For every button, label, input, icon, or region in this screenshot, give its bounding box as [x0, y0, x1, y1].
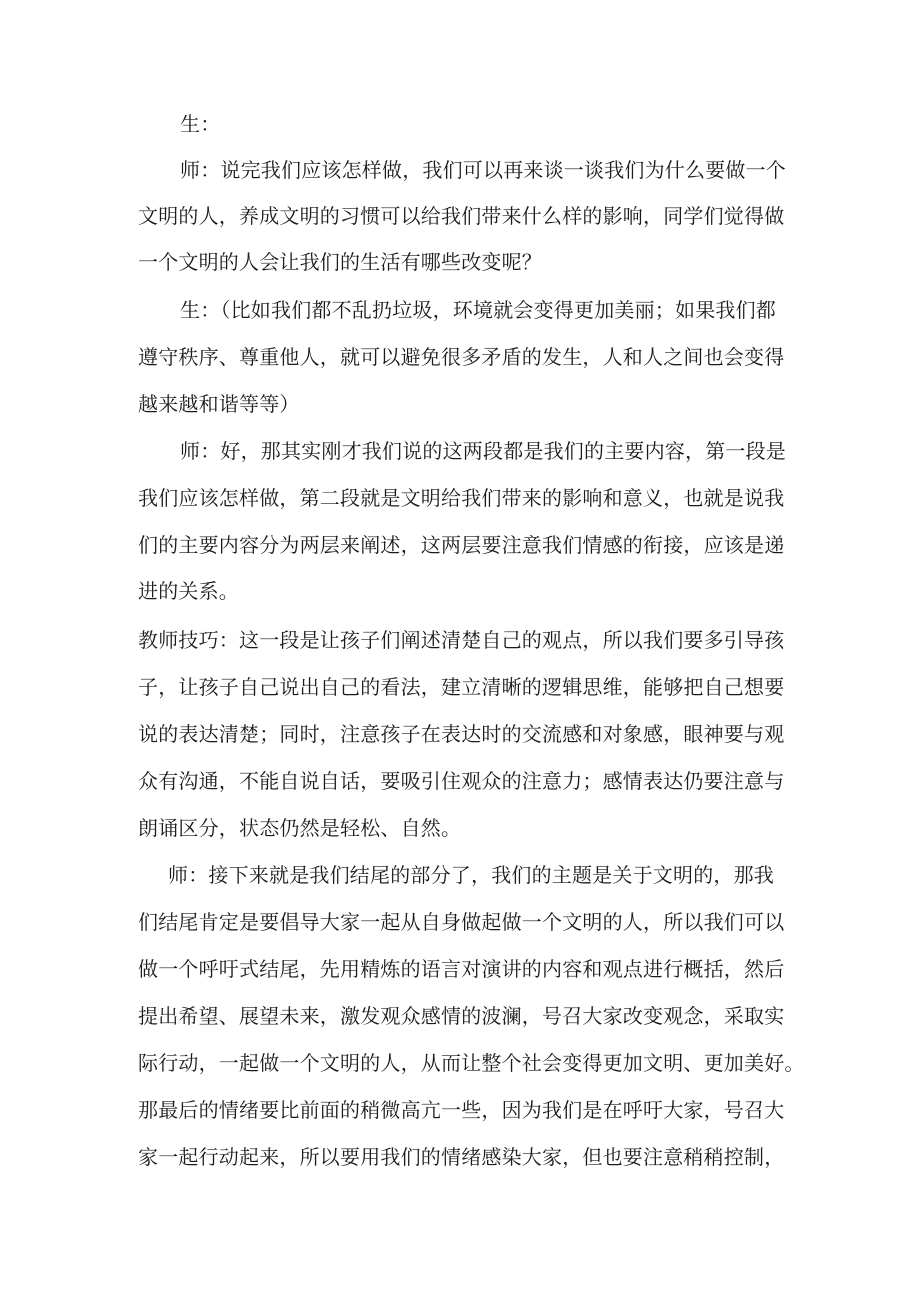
text-line: 生：	[180, 112, 221, 136]
text-line: 生：（比如我们都不乱扔垃圾，环境就会变得更加美丽；如果我们都	[180, 298, 776, 322]
text-line: 众有沟通，不能自说自话，要吸引住观众的注意力；感情表达仍要注意与	[138, 769, 785, 793]
text-line: 一个文明的人会让我们的生活有哪些改变呢？	[138, 250, 542, 274]
text-line: 那最后的情绪要比前面的稍微高亢一些，因为我们是在呼吁大家，号召大	[138, 1098, 785, 1122]
text-line: 进的关系。	[138, 579, 239, 603]
text-line: 师：说完我们应该怎样做，我们可以再来谈一谈我们为什么要做一个	[180, 158, 786, 182]
text-line: 文明的人，养成文明的习惯可以给我们带来什么样的影响，同学们觉得做	[138, 204, 785, 228]
text-line: 们结尾肯定是要倡导大家一起从自身做起做一个文明的人，所以我们可以	[138, 910, 785, 934]
text-line: 越来越和谐等等）	[138, 392, 300, 416]
text-line: 际行动，一起做一个文明的人，从而让整个社会变得更加文明、更加美好。	[138, 1051, 805, 1075]
text-line: 提出希望、展望未来，激发观众感情的波澜，号召大家改变观念，采取实	[138, 1004, 785, 1028]
text-line: 家一起行动起来，所以要用我们的情绪感染大家，但也要注意稍稍控制，	[138, 1145, 785, 1169]
text-line: 子，让孩子自己说出自己的看法，建立清晰的逻辑思维，能够把自己想要	[138, 675, 785, 699]
text-line: 教师技巧：这一段是让孩子们阐述清楚自己的观点，所以我们要多引导孩	[138, 628, 785, 652]
text-line: 我们应该怎样做，第二段就是文明给我们带来的影响和意义，也就是说我	[138, 486, 785, 510]
text-line: 遵守秩序、尊重他人，就可以避免很多矛盾的发生，人和人之间也会变得	[138, 345, 785, 369]
text-line: 做一个呼吁式结尾，先用精炼的语言对演讲的内容和观点进行概括，然后	[138, 957, 785, 981]
text-line: 说的表达清楚；同时，注意孩子在表达时的交流感和对象感，眼神要与观	[138, 722, 785, 746]
text-line: 师：好，那其实刚才我们说的这两段都是我们的主要内容，第一段是	[180, 439, 786, 463]
text-line: 师：接下来就是我们结尾的部分了，我们的主题是关于文明的，那我	[168, 863, 774, 887]
text-line: 朗诵区分，状态仍然是轻松、自然。	[138, 816, 462, 840]
text-line: 们的主要内容分为两层来阐述，这两层要注意我们情感的衔接，应该是递	[138, 533, 785, 557]
